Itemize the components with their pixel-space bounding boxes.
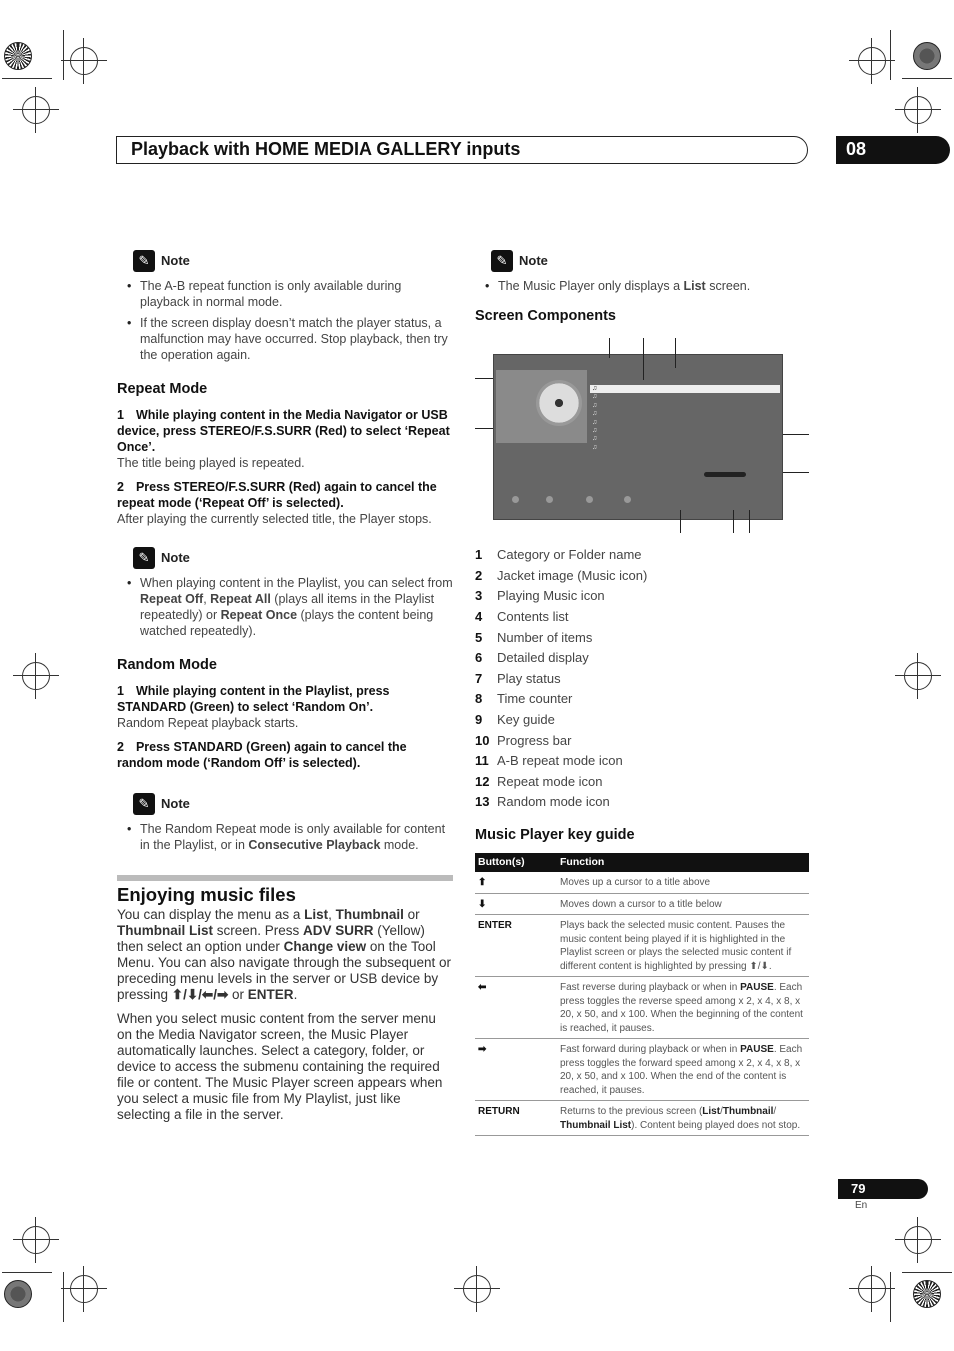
step-result: Random Repeat playback starts. bbox=[117, 716, 299, 730]
note-list bbox=[127, 278, 453, 363]
registration-mark bbox=[4, 42, 32, 70]
note-label: Note bbox=[519, 253, 548, 268]
list-item: • The A-B repeat function is only available during playback in normal mode. bbox=[127, 278, 453, 310]
function-cell: Moves down a cursor to a title below bbox=[557, 893, 809, 915]
list-item: • The Random Repeat mode is only available for content in the Playlist, or in Consecutive Playback mode. bbox=[127, 821, 453, 853]
table-row bbox=[475, 1039, 809, 1101]
pencil-icon: ✎ bbox=[133, 547, 155, 569]
function-cell: Fast forward during playback or when in PAUSE. Each press toggles the forward speed among x 2, x 4, x 8, x 20, x 50, and x 100. When the end of the content is reached, it pauses. bbox=[557, 1039, 809, 1101]
key-guide-dot bbox=[512, 496, 519, 503]
section-title: Enjoying music files bbox=[117, 884, 296, 905]
list-item: • If the screen display doesn’t match the player status, a malfunction may have occurred. Stop playback, then try the operation again. bbox=[127, 315, 453, 363]
chapter-number: 08 bbox=[836, 136, 950, 164]
list-item: ♫ bbox=[592, 443, 598, 451]
contents-list bbox=[590, 385, 780, 477]
component-item: 12 Repeat mode icon bbox=[475, 773, 603, 789]
list-item: ♫ bbox=[592, 426, 598, 434]
crop-line bbox=[63, 1272, 64, 1322]
callout-line bbox=[643, 338, 644, 380]
crop-line bbox=[890, 30, 891, 80]
column-header: Button(s) bbox=[475, 853, 557, 873]
table-row bbox=[475, 1101, 809, 1136]
section-heading: Repeat Mode bbox=[117, 381, 208, 397]
section-heading: Screen Components bbox=[475, 308, 616, 324]
registration-mark bbox=[913, 1280, 941, 1308]
crosshair-mark bbox=[858, 47, 886, 75]
pencil-icon: ✎ bbox=[133, 250, 155, 272]
component-item: 8 Time counter bbox=[475, 691, 573, 707]
step-instruction: 2 Press STEREO/F.S.SURR (Red) again to cancel the repeat mode (‘Repeat Off’ is selected). bbox=[117, 480, 437, 510]
component-item: 10 Progress bar bbox=[475, 732, 572, 748]
components-list bbox=[475, 545, 809, 813]
crosshair-mark bbox=[858, 1275, 886, 1303]
note-heading bbox=[133, 547, 453, 569]
note-label: Note bbox=[161, 550, 190, 565]
chapter-header bbox=[116, 136, 808, 164]
section-heading: Random Mode bbox=[117, 657, 217, 673]
crop-line bbox=[902, 78, 952, 79]
note-list bbox=[127, 575, 453, 639]
key-guide-dot bbox=[546, 496, 553, 503]
step-result: The title being played is repeated. bbox=[117, 456, 305, 470]
disc-icon bbox=[536, 380, 582, 426]
callout-line bbox=[783, 472, 809, 473]
note-heading bbox=[133, 793, 453, 815]
crop-line bbox=[63, 30, 64, 80]
crosshair-mark bbox=[22, 1226, 50, 1254]
callout-line bbox=[609, 338, 610, 358]
key-cell: ENTER bbox=[475, 915, 557, 977]
section-heading: Music Player key guide bbox=[475, 826, 635, 843]
step-result: After playing the currently selected title, the Player stops. bbox=[117, 512, 432, 526]
step-instruction: 1 While playing content in the Playlist, press STANDARD (Green) to select ‘Random On’. bbox=[117, 684, 390, 714]
table-row bbox=[475, 915, 809, 977]
list-item: ♫ bbox=[592, 401, 598, 409]
page-title: Playback with HOME MEDIA GALLERY inputs bbox=[131, 139, 521, 159]
callout-line bbox=[475, 428, 493, 429]
list-item: ♫ bbox=[592, 393, 598, 401]
key-cell: ⬆ bbox=[475, 872, 557, 893]
list-item: ♫ bbox=[592, 410, 598, 418]
key-cell: ⬇ bbox=[475, 893, 557, 915]
key-guide-dot bbox=[586, 496, 593, 503]
crop-line bbox=[902, 1272, 952, 1273]
callout-line bbox=[475, 378, 493, 379]
list-item: • The Music Player only displays a List screen. bbox=[485, 278, 809, 294]
crop-line bbox=[2, 78, 52, 79]
pencil-icon: ✎ bbox=[133, 793, 155, 815]
list-item: ♫ bbox=[592, 435, 598, 443]
list-item: ♫ bbox=[592, 418, 598, 426]
key-cell: ⬅ bbox=[475, 977, 557, 1039]
left-column bbox=[117, 250, 453, 1131]
note-label: Note bbox=[161, 253, 190, 268]
crosshair-mark bbox=[904, 1226, 932, 1254]
table-header-row bbox=[475, 853, 809, 873]
component-item: 5 Number of items bbox=[475, 629, 593, 645]
crosshair-mark bbox=[70, 47, 98, 75]
callout-line bbox=[733, 510, 734, 533]
key-guide-table bbox=[475, 853, 809, 1137]
function-cell: Fast reverse during playback or when in PAUSE. Each press toggles the reverse speed among x 2, x 4, x 8, x 20, x 50, and x 100. When the beginning of the content is reached, it pauses. bbox=[557, 977, 809, 1039]
registration-mark bbox=[4, 1280, 32, 1308]
note-label: Note bbox=[161, 796, 190, 811]
function-cell: Moves up a cursor to a title above bbox=[557, 872, 809, 893]
crop-line bbox=[2, 1272, 52, 1273]
body-paragraph: You can display the menu as a List, Thumbnail or Thumbnail List screen. Press ADV SURR (Yellow) then select an option under Change view on the Tool Menu. You can also navigate through the subsequent or preceding menu levels in the server or USB device by pressing ⬆/⬇/⬅/➡ or ENTER. bbox=[117, 907, 451, 1002]
crosshair-mark bbox=[22, 662, 50, 690]
right-column bbox=[475, 250, 809, 1136]
pencil-icon: ✎ bbox=[491, 250, 513, 272]
function-cell: Plays back the selected music content. Pauses the music content being played if it is highlighted in the Playlist screen or plays the selected music content if different content is highlighted by pressing ⬆/⬇. bbox=[557, 915, 809, 977]
component-item: 13 Random mode icon bbox=[475, 794, 610, 810]
key-cell: RETURN bbox=[475, 1101, 557, 1136]
registration-mark bbox=[913, 42, 941, 70]
component-item: 2 Jacket image (Music icon) bbox=[475, 567, 648, 583]
key-cell: ➡ bbox=[475, 1039, 557, 1101]
callout-line bbox=[680, 510, 681, 533]
callout-line bbox=[749, 510, 750, 533]
component-item: 1 Category or Folder name bbox=[475, 547, 642, 563]
component-item: 4 Contents list bbox=[475, 609, 569, 625]
note-list bbox=[485, 278, 809, 294]
key-guide-dot bbox=[624, 496, 631, 503]
component-item: 11 A-B repeat mode icon bbox=[475, 753, 623, 769]
table-row bbox=[475, 977, 809, 1039]
component-item: 9 Key guide bbox=[475, 712, 555, 728]
note-heading bbox=[491, 250, 809, 272]
crosshair-mark bbox=[70, 1275, 98, 1303]
progress-bar bbox=[704, 472, 746, 477]
crop-line bbox=[890, 1272, 891, 1322]
step-instruction: 1 While playing content in the Media Navigator or USB device, press STEREO/F.S.SURR (Red) to select ‘Repeat Once’. bbox=[117, 408, 450, 454]
component-item: 7 Play status bbox=[475, 670, 561, 686]
language-code: En bbox=[855, 1200, 868, 1211]
column-header: Function bbox=[557, 853, 809, 873]
section-divider bbox=[117, 875, 453, 881]
player-screen bbox=[493, 354, 783, 520]
crosshair-mark bbox=[463, 1275, 491, 1303]
callout-line bbox=[675, 338, 676, 368]
crosshair-mark bbox=[904, 96, 932, 124]
list-item: ♫ bbox=[590, 385, 780, 393]
page-number: 79 bbox=[838, 1179, 928, 1199]
function-cell: Returns to the previous screen (List/Thumbnail/ Thumbnail List). Content being played does not stop. bbox=[557, 1101, 809, 1136]
component-item: 3 Playing Music icon bbox=[475, 588, 605, 604]
component-item: 6 Detailed display bbox=[475, 650, 589, 666]
table-row bbox=[475, 872, 809, 893]
note-list bbox=[127, 821, 453, 853]
table-row bbox=[475, 893, 809, 915]
step-instruction: 2 Press STANDARD (Green) again to cancel the random mode (‘Random Off’ is selected). bbox=[117, 740, 407, 770]
music-player-screen-diagram bbox=[475, 338, 809, 533]
list-item: • When playing content in the Playlist, you can select from Repeat Off, Repeat All (plays all items in the Playlist repeatedly) or Repeat Once (plays the content being watched repeatedly). bbox=[127, 575, 453, 639]
body-paragraph: When you select music content from the server menu on the Media Navigator screen, the Music Player automatically launches. Select a category, folder, or device to access the submenu containing the required file or content. The Music Player screen appears when you select a music file from My Playlist, just like selecting a file in the server. bbox=[117, 1011, 443, 1122]
jacket-image bbox=[496, 370, 587, 443]
crosshair-mark bbox=[22, 96, 50, 124]
crosshair-mark bbox=[904, 662, 932, 690]
callout-line bbox=[783, 434, 809, 435]
note-heading bbox=[133, 250, 453, 272]
